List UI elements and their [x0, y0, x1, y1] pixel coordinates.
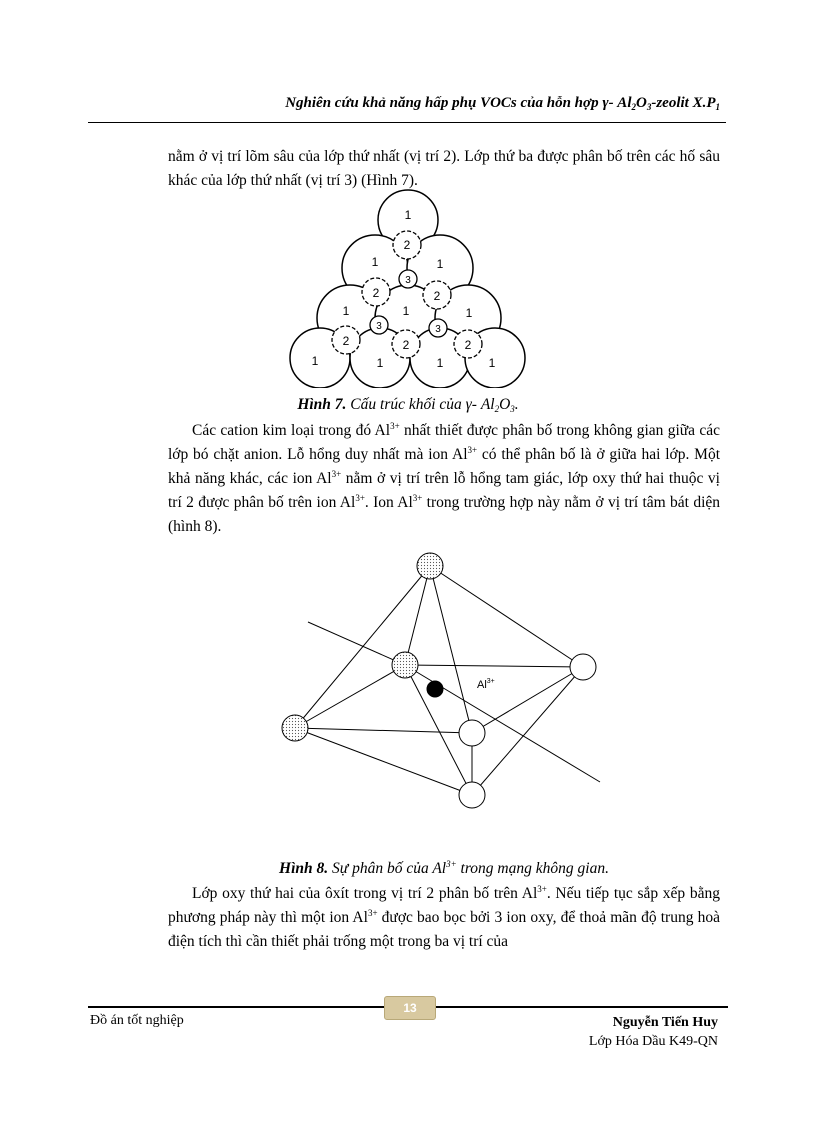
label-1: 1: [488, 356, 496, 370]
footer-rule-left: [88, 1006, 384, 1008]
oxygen-right: [570, 654, 596, 680]
al-label: $Al^{3+}$: [477, 678, 495, 691]
label-3: 3: [376, 321, 382, 332]
figure-8-diagram: [270, 540, 620, 820]
label-2: 2: [372, 286, 380, 300]
label-1: 1: [342, 304, 350, 318]
label-1: 1: [465, 306, 473, 320]
footer-class: Lớp Hóa Dầu K49-QN: [588, 1034, 718, 1049]
figure-7-caption: Hình 7. Cấu trúc khối của γ- $Al_2O_3$.: [297, 396, 519, 414]
label-2: 2: [464, 338, 472, 352]
footer-left-text: Đồ án tốt nghiệp: [90, 1013, 184, 1028]
paragraph-2: Các cation kim loại trong đó $Al^{3+}$ nhất thiết được phân bố trong không gian giữa các lớp bó chặt anion. Lỗ hổng duy nhất mà ion $Al^{3+}$ có thể phân bố là ở giữa hai lớp. Một khả năng khác, các ion $Al^{3+}$ nằm ở vị trí trên lỗ hổng tam giác, lớp oxy thứ hai thuộc vị trí 2 được phân bố trên ion $Al^{3+}$. Ion $Al^{3+}$ trong trường hợp này nằm ở vị trí tâm bát diện (hình 8).: [168, 421, 721, 535]
aluminium-ion: [427, 681, 443, 697]
figure-8-caption: Hình 8. Sự phân bố của $Al^{3+}$ trong mạng không gian.: [279, 859, 609, 877]
oxygen-front: [459, 720, 485, 746]
label-1: 1: [436, 257, 444, 271]
label-2: 2: [342, 334, 350, 348]
label-2: 2: [403, 238, 411, 252]
oxygen-left: [282, 715, 308, 741]
figure-7-diagram: [280, 188, 540, 388]
label-1: 1: [436, 356, 444, 370]
oxygen-top: [417, 553, 443, 579]
label-1: 1: [404, 208, 412, 222]
footer-author: Nguyễn Tiến Huy: [612, 1015, 718, 1030]
page-number: 13: [384, 996, 436, 1020]
label-1: 1: [376, 356, 384, 370]
label-2: 2: [433, 289, 441, 303]
label-1: 1: [402, 304, 410, 318]
label-1: 1: [371, 255, 379, 269]
footer-rule-right: [434, 1006, 728, 1008]
paragraph-1: nằm ở vị trí lõm sâu của lớp thứ nhất (vị trí 2). Lớp thứ ba được phân bố trên các hố sâu khác của lớp thứ nhất (vị trí 3) (Hình 7).: [168, 148, 720, 189]
label-3: 3: [405, 275, 411, 286]
footer-right-block: [589, 1013, 718, 1051]
paragraph-3: Lớp oxy thứ hai của ôxít trong vị trí 2 phân bố trên $Al^{3+}$. Nếu tiếp tục sắp xếp bằng phương pháp này thì một ion $Al^{3+}$ được bao bọc bởi 3 ion oxy, để thoả mãn độ trung hoà điện tích thì cần thiết phải trống một trong ba vị trí của: [168, 884, 720, 950]
label-1: 1: [311, 354, 319, 368]
header-rule: [88, 122, 726, 123]
oxygen-bottom: [459, 782, 485, 808]
oxygen-back: [392, 652, 418, 678]
label-3: 3: [435, 324, 441, 335]
running-header: Nghiên cứu khả năng hấp phụ VOCs của hỗn hợp γ- $Al_2O_3$-zeolit $X.P_1$: [285, 95, 720, 112]
label-2: 2: [402, 338, 410, 352]
